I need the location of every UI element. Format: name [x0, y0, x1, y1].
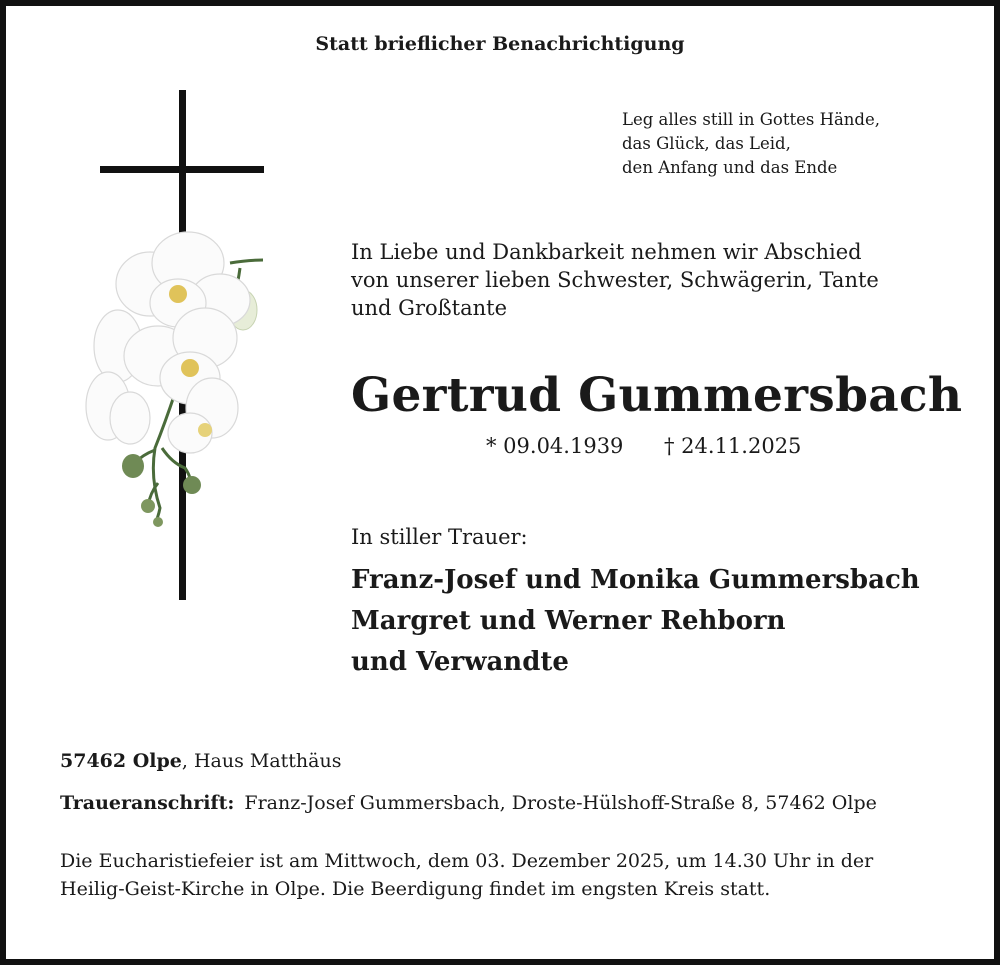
service-line: Heilig-Geist-Kirche in Olpe. Die Beerdigung findet im engsten Kreis statt. — [60, 878, 771, 900]
poem-line: den Anfang und das Ende — [622, 158, 838, 177]
mourner-line: Franz-Josef und Monika Gummersbach — [351, 565, 920, 595]
cross-orchid-illustration — [80, 88, 280, 608]
intro-line: und Großtante — [351, 296, 508, 320]
intro-line: von unserer lieben Schwester, Schwägerin, Tante — [351, 268, 879, 292]
death-date: † 24.11.2025 — [664, 434, 802, 458]
mourner-line: und Verwandte — [351, 647, 569, 677]
poem — [622, 108, 880, 180]
trauer-address-label: Traueranschrift: — [60, 792, 235, 814]
intro-text — [351, 238, 879, 322]
deceased-name: Gertrud Gummersbach — [351, 368, 963, 423]
service-info — [60, 847, 960, 903]
mourners-list — [351, 560, 920, 683]
intro-line: In Liebe und Dankbarkeit nehmen wir Abschied — [351, 240, 862, 264]
poem-line: Leg alles still in Gottes Hände, — [622, 110, 880, 129]
location-postcode-city: 57462 Olpe — [60, 750, 182, 772]
mourner-line: Margret und Werner Rehborn — [351, 606, 786, 636]
trauer-address-line — [60, 792, 877, 814]
service-line: Die Eucharistiefeier ist am Mittwoch, dem 03. Dezember 2025, um 14.30 Uhr in der — [60, 850, 874, 872]
poem-line: das Glück, das Leid, — [622, 134, 791, 153]
location-line — [60, 750, 341, 772]
trauer-address-value: Franz-Josef Gummersbach, Droste-Hülshoff-Straße 8, 57462 Olpe — [244, 792, 877, 814]
orchid-icon — [86, 232, 263, 527]
location-detail: , Haus Matthäus — [181, 750, 342, 772]
birth-date: * 09.04.1939 — [486, 434, 624, 458]
header-text: Statt brieflicher Benachrichtigung — [315, 33, 685, 55]
mourning-label: In stiller Trauer: — [351, 525, 528, 549]
